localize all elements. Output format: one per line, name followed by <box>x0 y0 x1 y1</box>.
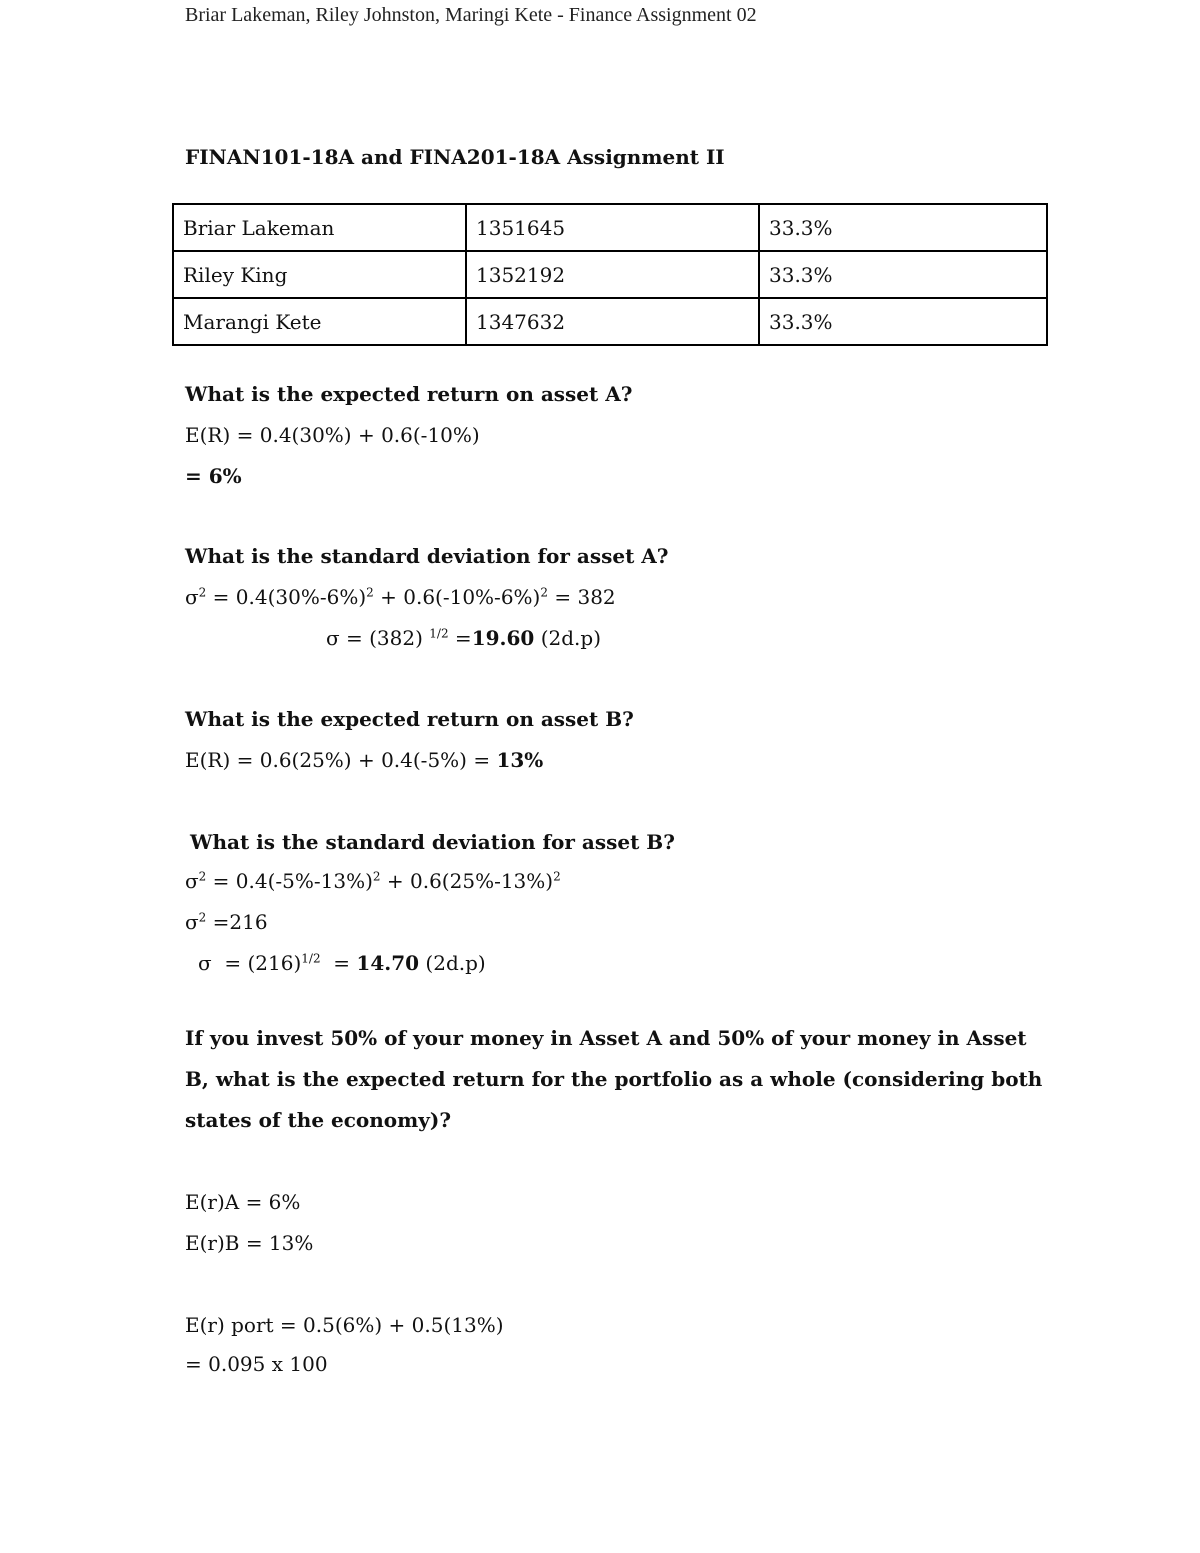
variance-formula-a <box>185 585 616 609</box>
formula-part: = 382 <box>548 585 616 609</box>
superscript: 2 <box>198 585 207 600</box>
table-row <box>173 204 1047 251</box>
member-share: 33.3% <box>759 251 1047 298</box>
sigma-symbol: σ <box>185 585 199 609</box>
portfolio-return-result: = 0.095 x 100 <box>185 1352 328 1376</box>
formula-part: E(R) = 0.6(25%) + 0.4(-5%) = <box>185 748 497 772</box>
formula-expected-return-a: E(R) = 0.4(30%) + 0.6(-10%) <box>185 423 480 447</box>
formula-part: (2d.p) <box>534 626 601 650</box>
member-id: 1352192 <box>466 251 759 298</box>
formula-part: σ = (382) <box>326 626 430 650</box>
answer-value: 13% <box>496 748 544 772</box>
member-id: 1347632 <box>466 298 759 345</box>
formula-part: = <box>448 626 472 650</box>
superscript: 1/2 <box>429 626 449 641</box>
superscript: 2 <box>553 869 561 884</box>
member-name: Briar Lakeman <box>173 204 466 251</box>
group-members-table <box>172 203 1048 346</box>
std-dev-answer-a <box>326 626 601 650</box>
formula-part: σ = (216) <box>198 951 302 975</box>
portfolio-return-formula: E(r) port = 0.5(6%) + 0.5(13%) <box>185 1313 504 1337</box>
assignment-title: FINAN101-18A and FINA201-18A Assignment II <box>185 145 725 169</box>
superscript: 2 <box>198 910 207 925</box>
superscript: 2 <box>540 585 548 600</box>
superscript: 2 <box>198 869 207 884</box>
sigma-symbol: σ <box>185 910 199 934</box>
page-header: Briar Lakeman, Riley Johnston, Maringi Kete - Finance Assignment 02 <box>185 4 757 26</box>
formula-part: + 0.6(-10%-6%) <box>373 585 541 609</box>
question-std-dev-a: What is the standard deviation for asset A? <box>185 544 669 568</box>
table-row <box>173 298 1047 345</box>
formula-part: (2d.p) <box>419 951 486 975</box>
formula-part: = 0.4(-5%-13%) <box>206 869 373 893</box>
expected-return-a-summary: E(r)A = 6% <box>185 1190 301 1214</box>
variance-value-b <box>185 910 268 934</box>
superscript: 2 <box>372 869 381 884</box>
formula-part: = <box>320 951 357 975</box>
variance-formula-b <box>185 869 561 893</box>
question-expected-return-b: What is the expected return on asset B? <box>185 707 634 731</box>
sigma-symbol: σ <box>185 869 199 893</box>
superscript: 1/2 <box>301 951 321 966</box>
std-dev-answer-b <box>198 951 486 975</box>
member-name: Riley King <box>173 251 466 298</box>
question-expected-return-a: What is the expected return on asset A? <box>185 382 633 406</box>
formula-expected-return-b <box>185 748 543 772</box>
question-portfolio-return: If you invest 50% of your money in Asset A and 50% of your money in Asset B, what is the expected return for the portfolio as a whole (considering both states of the economy)? <box>185 1026 1043 1132</box>
member-name: Marangi Kete <box>173 298 466 345</box>
answer-expected-return-a: = 6% <box>185 464 242 488</box>
formula-part: =216 <box>206 910 268 934</box>
answer-value: 14.70 <box>356 951 420 975</box>
member-id: 1351645 <box>466 204 759 251</box>
superscript: 2 <box>366 585 374 600</box>
expected-return-b-summary: E(r)B = 13% <box>185 1231 314 1255</box>
member-share: 33.3% <box>759 204 1047 251</box>
answer-value: 19.60 <box>471 626 535 650</box>
question-std-dev-b: What is the standard deviation for asset B? <box>190 830 675 854</box>
formula-part: = 0.4(30%-6%) <box>206 585 367 609</box>
table-row <box>173 251 1047 298</box>
member-share: 33.3% <box>759 298 1047 345</box>
formula-part: + 0.6(25%-13%) <box>380 869 554 893</box>
